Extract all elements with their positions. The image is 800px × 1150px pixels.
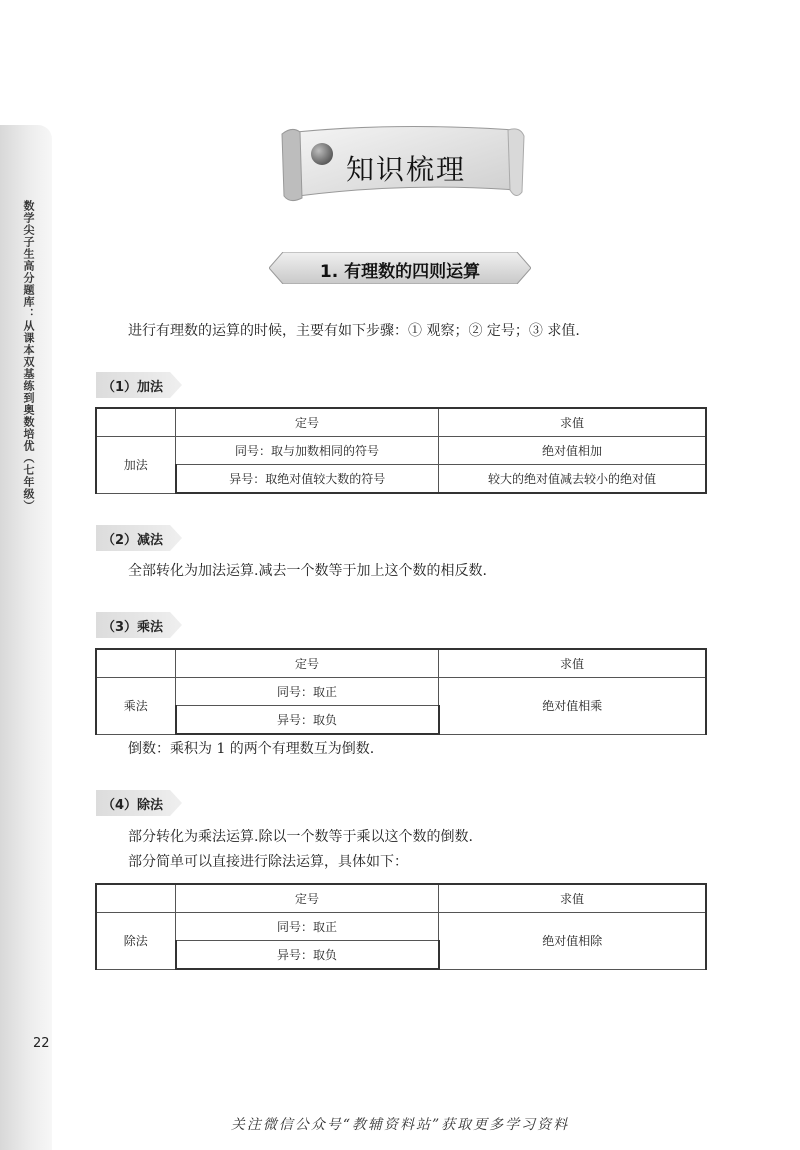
banner-title: 知识梳理	[346, 153, 467, 186]
table-cell: 异号：取负	[176, 706, 439, 735]
row-label: 除法	[96, 913, 176, 970]
table-cell	[96, 649, 176, 678]
tag-label: （4）除法	[102, 798, 164, 813]
reciprocal-note: 倒数：乘积为 1 的两个有理数互为倒数.	[128, 741, 375, 757]
table-cell: 较大的绝对值减去较小的绝对值	[439, 465, 707, 494]
table-cell: 绝对值相加	[439, 437, 707, 465]
page-number: 22	[33, 1036, 50, 1051]
division-text-2: 部分简单可以直接进行除法运算，具体如下：	[128, 854, 408, 870]
division-text-1: 部分转化为乘法运算.除以一个数等于乘以这个数的倒数.	[128, 829, 473, 845]
table-header: 定号	[176, 408, 439, 437]
subtraction-text: 全部转化为加法运算.减去一个数等于加上这个数的相反数.	[128, 563, 487, 579]
table-row	[96, 884, 706, 913]
table-header: 求值	[439, 408, 707, 437]
table-cell: 异号：取绝对值较大数的符号	[176, 465, 439, 494]
table-row	[96, 649, 706, 678]
table-row	[96, 913, 706, 941]
table-cell: 同号：取正	[176, 678, 439, 706]
table-cell: 同号：取与加数相同的符号	[176, 437, 439, 465]
row-label: 乘法	[96, 678, 176, 735]
tag-label: （3）乘法	[102, 620, 164, 635]
intro-text: 进行有理数的运算的时候，主要有如下步骤：① 观察；② 定号；③ 求值.	[128, 323, 580, 339]
table-cell	[96, 408, 176, 437]
table-row	[96, 408, 706, 437]
footer-note: 关注微信公众号“教辅资料站”获取更多学习资料	[230, 1117, 570, 1133]
table-row	[96, 465, 706, 494]
book-title-vertical: 数学尖子生高分题库：从课本双基练到奥数培优（七年级）	[22, 200, 35, 512]
tag-label: （1）加法	[102, 380, 164, 395]
section-title: 1. 有理数的四则运算	[319, 262, 481, 282]
table-cell: 异号：取负	[176, 941, 439, 970]
row-label: 加法	[96, 437, 176, 494]
addition-table	[95, 407, 707, 494]
table-header: 定号	[176, 884, 439, 913]
tag-label: （2）减法	[102, 533, 164, 548]
scroll-banner	[278, 120, 526, 206]
table-cell	[96, 884, 176, 913]
table-cell: 同号：取正	[176, 913, 439, 941]
tag-addition	[96, 372, 182, 398]
section-banner	[269, 252, 531, 284]
tag-division	[96, 790, 182, 816]
table-header: 求值	[439, 884, 707, 913]
multiplication-table	[95, 648, 707, 735]
table-header: 求值	[439, 649, 707, 678]
table-row	[96, 437, 706, 465]
division-table	[95, 883, 707, 970]
table-row	[96, 678, 706, 706]
tag-multiplication	[96, 612, 182, 638]
table-cell: 绝对值相除	[439, 913, 707, 970]
table-header: 定号	[176, 649, 439, 678]
table-cell: 绝对值相乘	[439, 678, 707, 735]
tag-subtraction	[96, 525, 182, 551]
